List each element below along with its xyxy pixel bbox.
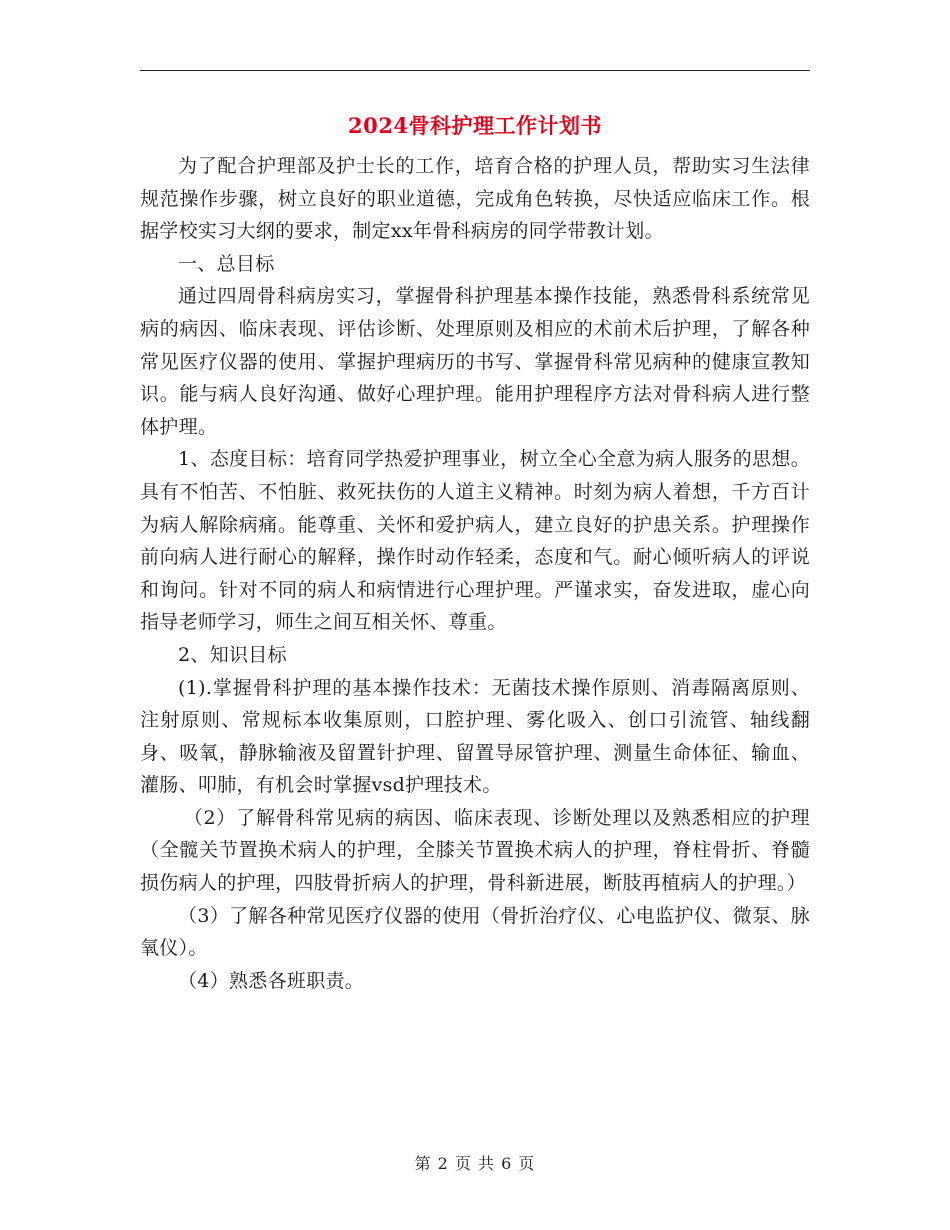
document-title: 2024骨科护理工作计划书 [348,113,602,138]
document-body [140,150,810,997]
paragraph-knowledge-3: （3）了解各种常见医疗仪器的使用（骨折治疗仪、心电监护仪、微泵、脉氧仪）。 [140,904,810,960]
header-rule [140,70,810,71]
paragraph-knowledge-1: (1).掌握骨科护理的基本操作技术：无菌技术操作原则、消毒隔离原则、注射原则、常规标本收集原则，口腔护理、雾化吸入、创口引流管、轴线翻身、吸氧，静脉输液及留置针护理、留置导尿管护理、测量生命体征、输血、灌肠、叩肺，有机会时掌握vsd护理技术。 [140,676,810,797]
paragraph-knowledge-4: （4）熟悉各班职责。 [178,969,365,992]
section-heading-overall-goal: 一、总目标 [178,252,275,275]
paragraph-overall-goal: 通过四周骨科病房实习，掌握骨科护理基本操作技能，熟悉骨科系统常见病的病因、临床表现、评估诊断、处理原则及相应的术前术后护理，了解各种常见医疗仪器的使用、掌握护理病历的书写、掌握骨科常见病种的健康宣教知识。能与病人良好沟通、做好心理护理。能用护理程序方法对骨科病人进行整体护理。 [140,285,810,438]
page-number-footer: 第 2 页 共 6 页 [414,1154,536,1173]
paragraph-knowledge-2: （2）了解骨科常见病的病因、临床表现、诊断处理以及熟悉相应的护理（全髋关节置换术病人的护理，全膝关节置换术病人的护理，脊柱骨折、脊髓损伤病人的护理，四肢骨折病人的护理，骨科新进展，断肢再植病人的护理。） [140,806,810,895]
paragraph-attitude-goal: 1、态度目标：培育同学热爱护理事业，树立全心全意为病人服务的思想。具有不怕苦、不怕脏、救死扶伤的人道主义精神。时刻为病人着想，千方百计为病人解除病痛。能尊重、关怀和爱护病人，建立良好的护患关系。护理操作前向病人进行耐心的解释，操作时动作轻柔，态度和气。耐心倾听病人的评说和询问。针对不同的病人和病情进行心理护理。严谨求实，奋发进取，虚心向指导老师学习，师生之间互相关怀、尊重。 [140,448,810,634]
paragraph-intro: 为了配合护理部及护士长的工作，培育合格的护理人员，帮助实习生法律规范操作步骤，树立良好的职业道德，完成角色转换，尽快适应临床工作。根据学校实习大纲的要求，制定xx年骨科病房的同学带教计划。 [140,155,810,243]
section-heading-knowledge-goal: 2、知识目标 [178,643,287,666]
